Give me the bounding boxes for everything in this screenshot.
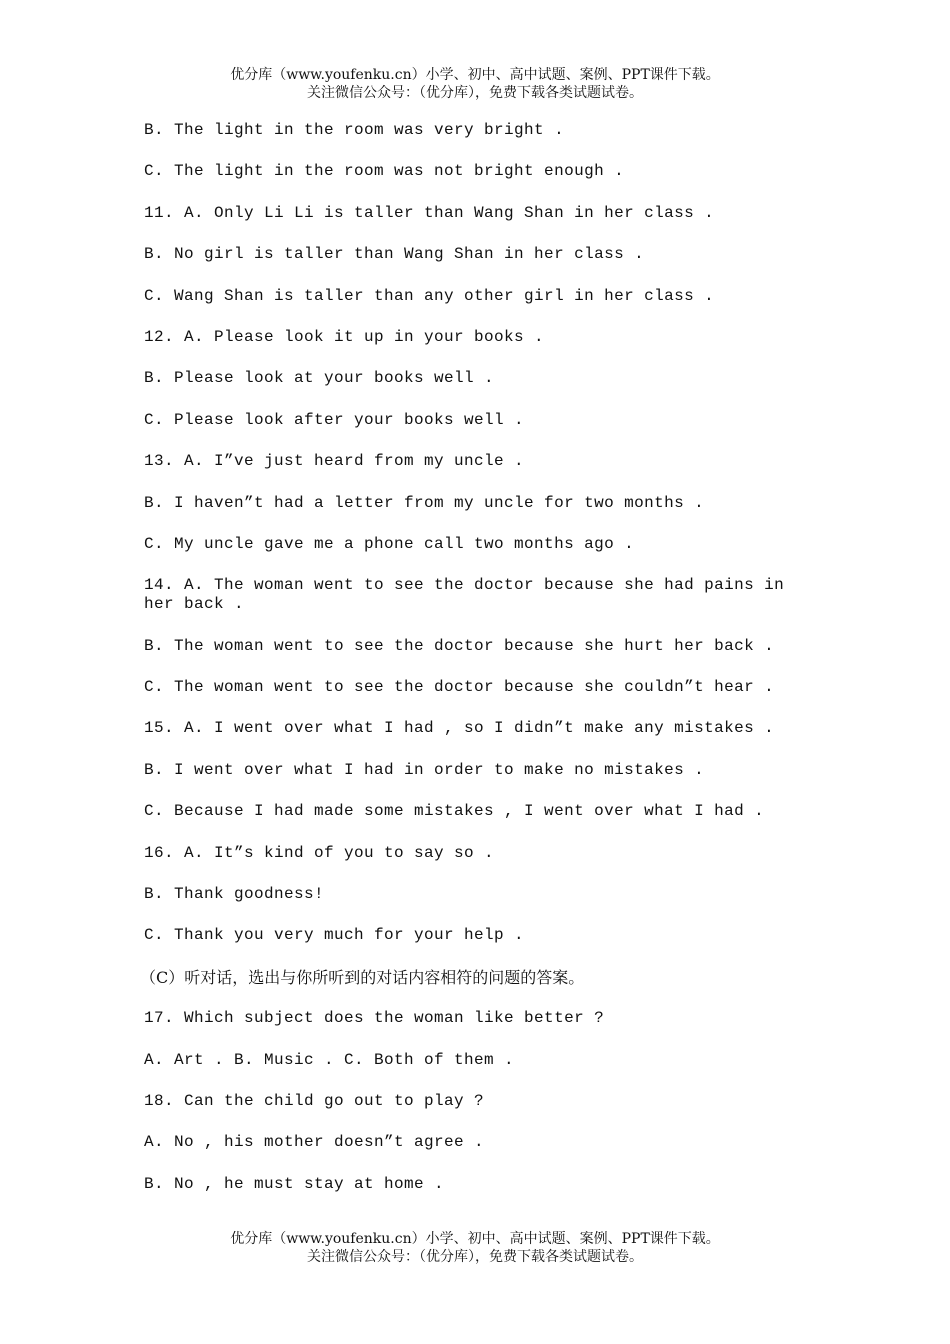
question-line: B. Please look at your books well . [144,369,495,388]
header-line-1: 优分库（www.youfenku.cn）小学、初中、高中试题、案例、PPT课件下载。 [230,67,720,83]
page-footer [0,1230,950,1266]
question-line: B. Thank goodness! [144,885,325,904]
question-line: B. The woman went to see the doctor because she hurt her back . [144,636,775,655]
question-line: 14. A. The woman went to see the doctor because she had pains in her back . [144,576,785,614]
question-line: A. Art . B. Music . C. Both of them . [144,1050,515,1069]
question-line: C. Wang Shan is taller than any other girl in her class . [144,286,715,305]
question-line: C. Because I had made some mistakes , I went over what I had . [144,802,765,821]
question-line: 13. A. I”ve just heard from my uncle . [144,452,525,471]
question-line: 11. A. Only Li Li is taller than Wang Shan in her class . [144,203,715,222]
question-line: A. No , his mother doesn”t agree . [144,1133,485,1152]
question-line: C. Please look after your books well . [144,410,525,429]
question-line: C. The light in the room was not bright enough . [144,162,625,181]
question-line: C. The woman went to see the doctor because she couldn”t hear . [144,678,775,697]
section-heading: （C）听对话，选出与你所听到的对话内容相符的问题的答案。 [140,967,585,987]
question-line: B. No , he must stay at home . [144,1174,445,1193]
document-body [140,121,804,1216]
question-line: 15. A. I went over what I had , so I didn”t make any mistakes . [144,719,775,738]
question-line: 17. Which subject does the woman like better ? [144,1009,605,1028]
page-header [0,66,950,102]
question-line: B. I went over what I had in order to make no mistakes . [144,760,705,779]
question-line: C. My uncle gave me a phone call two months ago . [144,534,635,553]
question-line: C. Thank you very much for your help . [144,926,525,945]
question-line: B. No girl is taller than Wang Shan in her class . [144,245,645,264]
question-line: B. I haven”t had a letter from my uncle for two months . [144,493,705,512]
header-line-2: 关注微信公众号：（优分库），免费下载各类试题试卷。 [307,85,643,101]
question-line: 12. A. Please look it up in your books . [144,327,545,346]
question-line: 18. Can the child go out to play ? [144,1091,485,1110]
question-line: 16. A. It”s kind of you to say so . [144,843,495,862]
footer-line-1: 优分库（www.youfenku.cn）小学、初中、高中试题、案例、PPT课件下载。 [230,1231,720,1247]
footer-line-2: 关注微信公众号：（优分库），免费下载各类试题试卷。 [307,1249,643,1265]
question-line: B. The light in the room was very bright . [144,121,565,139]
